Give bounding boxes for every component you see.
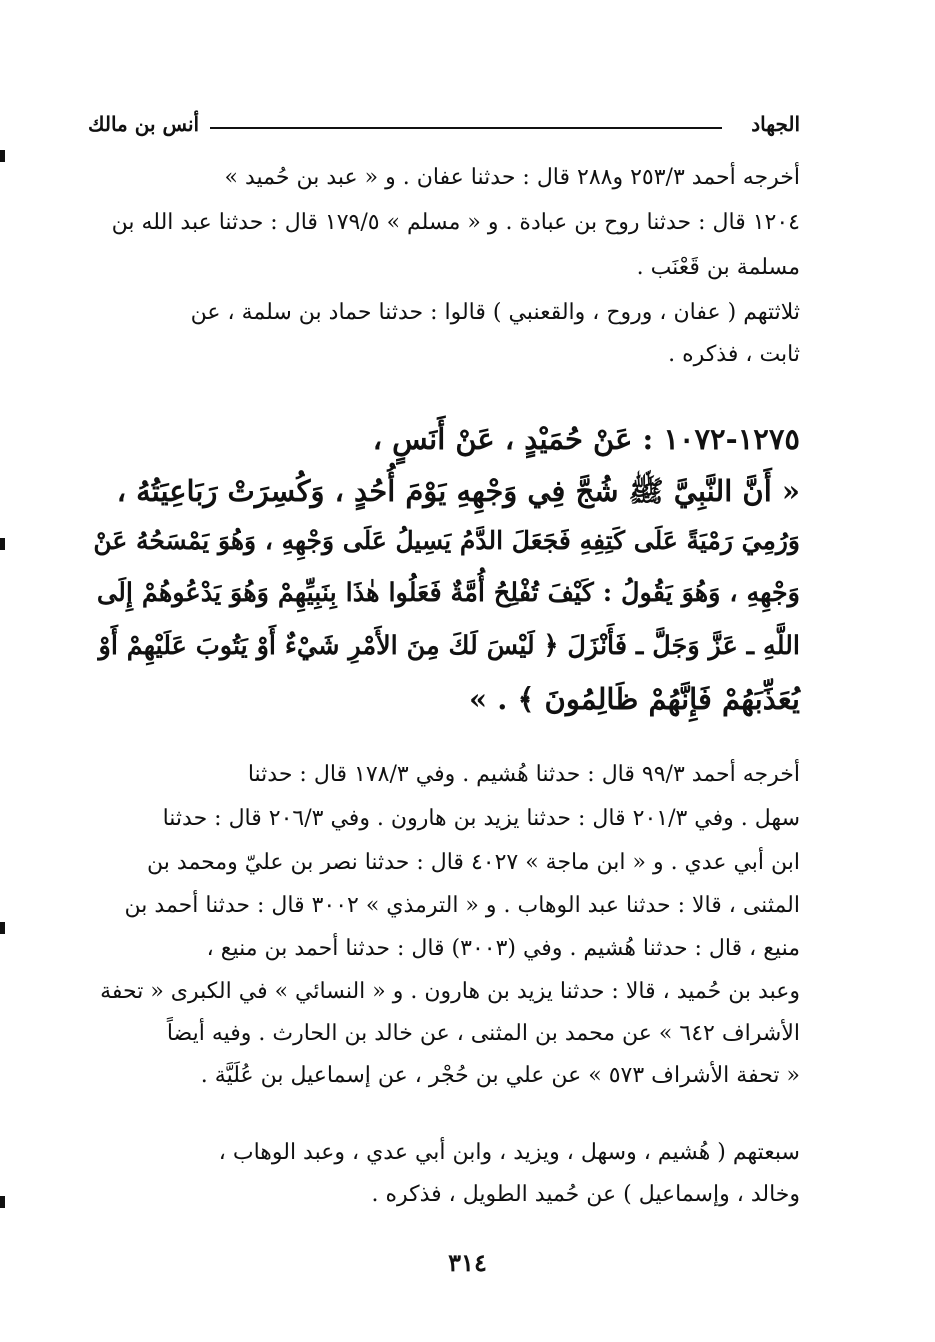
hadith-heading: ١٢٧٥-١٠٧٢ : عَنْ حُمَيْدٍ ، عَنْ أَنَسٍ ،: [372, 422, 800, 456]
takhrij-line: أخرجه أحمد ٩٩/٣ قال : حدثنا هُشيم . وفي ١٧٨/٣ قال : حدثنا: [247, 762, 800, 787]
takhrij-line: مسلمة بن قَعْنَب .: [636, 255, 800, 280]
scan-mark: [0, 922, 5, 934]
hadith-text-line: وَرُمِيَ رَمْيَةً عَلَى كَتِفِهِ فَجَعَلَ الدَّمُ يَسِيلُ عَلَى وَجْهِهِ ، وَهُوَ يَمْسَحُهُ عَنْ: [93, 526, 800, 555]
narrator-title: أنس بن مالك: [88, 112, 200, 136]
page-number: ٣١٤: [448, 1248, 487, 1277]
hadith-text-line: يُعَذِّبَهُمْ فَإِنَّهُمْ ظَالِمُونَ ﴾ . »: [469, 682, 800, 716]
takhrij-line: أخرجه أحمد ٢٥٣/٣ و٢٨٨ قال : حدثنا عفان . و « عبد بن حُميد »: [224, 165, 800, 190]
hadith-text-line: اللَّهِ ـ عَزَّ وَجَلَّ ـ فَأَنْزَلَ ﴿ لَيْسَ لَكَ مِنَ الأَمْرِ شَيْءٌ أَوْ يَتُوبَ عَلَيْهِمْ أَوْ: [98, 631, 800, 661]
takhrij-line: منيع ، قال : حدثنا هُشيم . وفي (٣٠٠٣) قال : حدثنا أحمد بن منيع ،: [206, 936, 800, 961]
hadith-text-line: وَجْهِهِ ، وَهُوَ يَقُولُ : كَيْفَ تُفْلِحُ أُمَّةٌ فَعَلُوا هٰذَا بِنَبِيِّهِمْ وَهُوَ يَدْعُوهُمْ إِلَى: [96, 578, 800, 608]
scan-mark: [0, 538, 5, 550]
scan-mark: [0, 150, 5, 162]
summary-line: سبعتهم ( هُشيم ، وسهل ، ويزيد ، وابن أبي عدي ، وعبد الوهاب ،: [218, 1140, 800, 1165]
takhrij-line: ثلاثتهم ( عفان ، وروح ، والقعنبي ) قالوا : حدثنا حماد بن سلمة ، عن: [190, 300, 800, 325]
summary-line: وخالد ، وإسماعيل ) عن حُميد الطويل ، فذكره .: [371, 1182, 800, 1207]
takhrij-line: ثابت ، فذكره .: [668, 342, 800, 367]
takhrij-line: سهل . وفي ٢٠١/٣ قال : حدثنا يزيد بن هارون . وفي ٢٠٦/٣ قال : حدثنا: [162, 806, 800, 831]
header-rule: [210, 127, 722, 129]
takhrij-line: المثنى ، قالا : حدثنا عبد الوهاب . و « الترمذي » ٣٠٠٢ قال : حدثنا أحمد بن: [124, 893, 800, 918]
takhrij-line: الأشراف ٦٤٢ » عن محمد بن المثنى ، عن خالد بن الحارث . وفيه أيضاً: [166, 1021, 800, 1046]
takhrij-line: « تحفة الأشراف ٥٧٣ » عن علي بن حُجْر ، عن إسماعيل بن عُلَيَّة .: [200, 1063, 800, 1088]
scan-mark: [0, 1196, 5, 1208]
takhrij-line: ١٢٠٤ قال : حدثنا روح بن عبادة . و « مسلم » ١٧٩/٥ قال : حدثنا عبد الله بن: [111, 210, 800, 235]
hadith-text-line: « أَنَّ النَّبِيَّ ﷺ شُجَّ فِي وَجْهِهِ يَوْمَ أُحُدٍ ، وَكُسِرَتْ رَبَاعِيَتُهُ ،: [116, 474, 800, 508]
running-header: [88, 110, 800, 144]
takhrij-line: وعبد بن حُميد ، قالا : حدثنا يزيد بن هارون . و « النسائي » في الكبرى « تحفة: [100, 979, 800, 1004]
chapter-title: الجهاد: [751, 112, 800, 136]
takhrij-line: ابن أبي عدي . و « ابن ماجة » ٤٠٢٧ قال : حدثنا نصر بن عليّ ومحمد بن: [147, 850, 800, 875]
